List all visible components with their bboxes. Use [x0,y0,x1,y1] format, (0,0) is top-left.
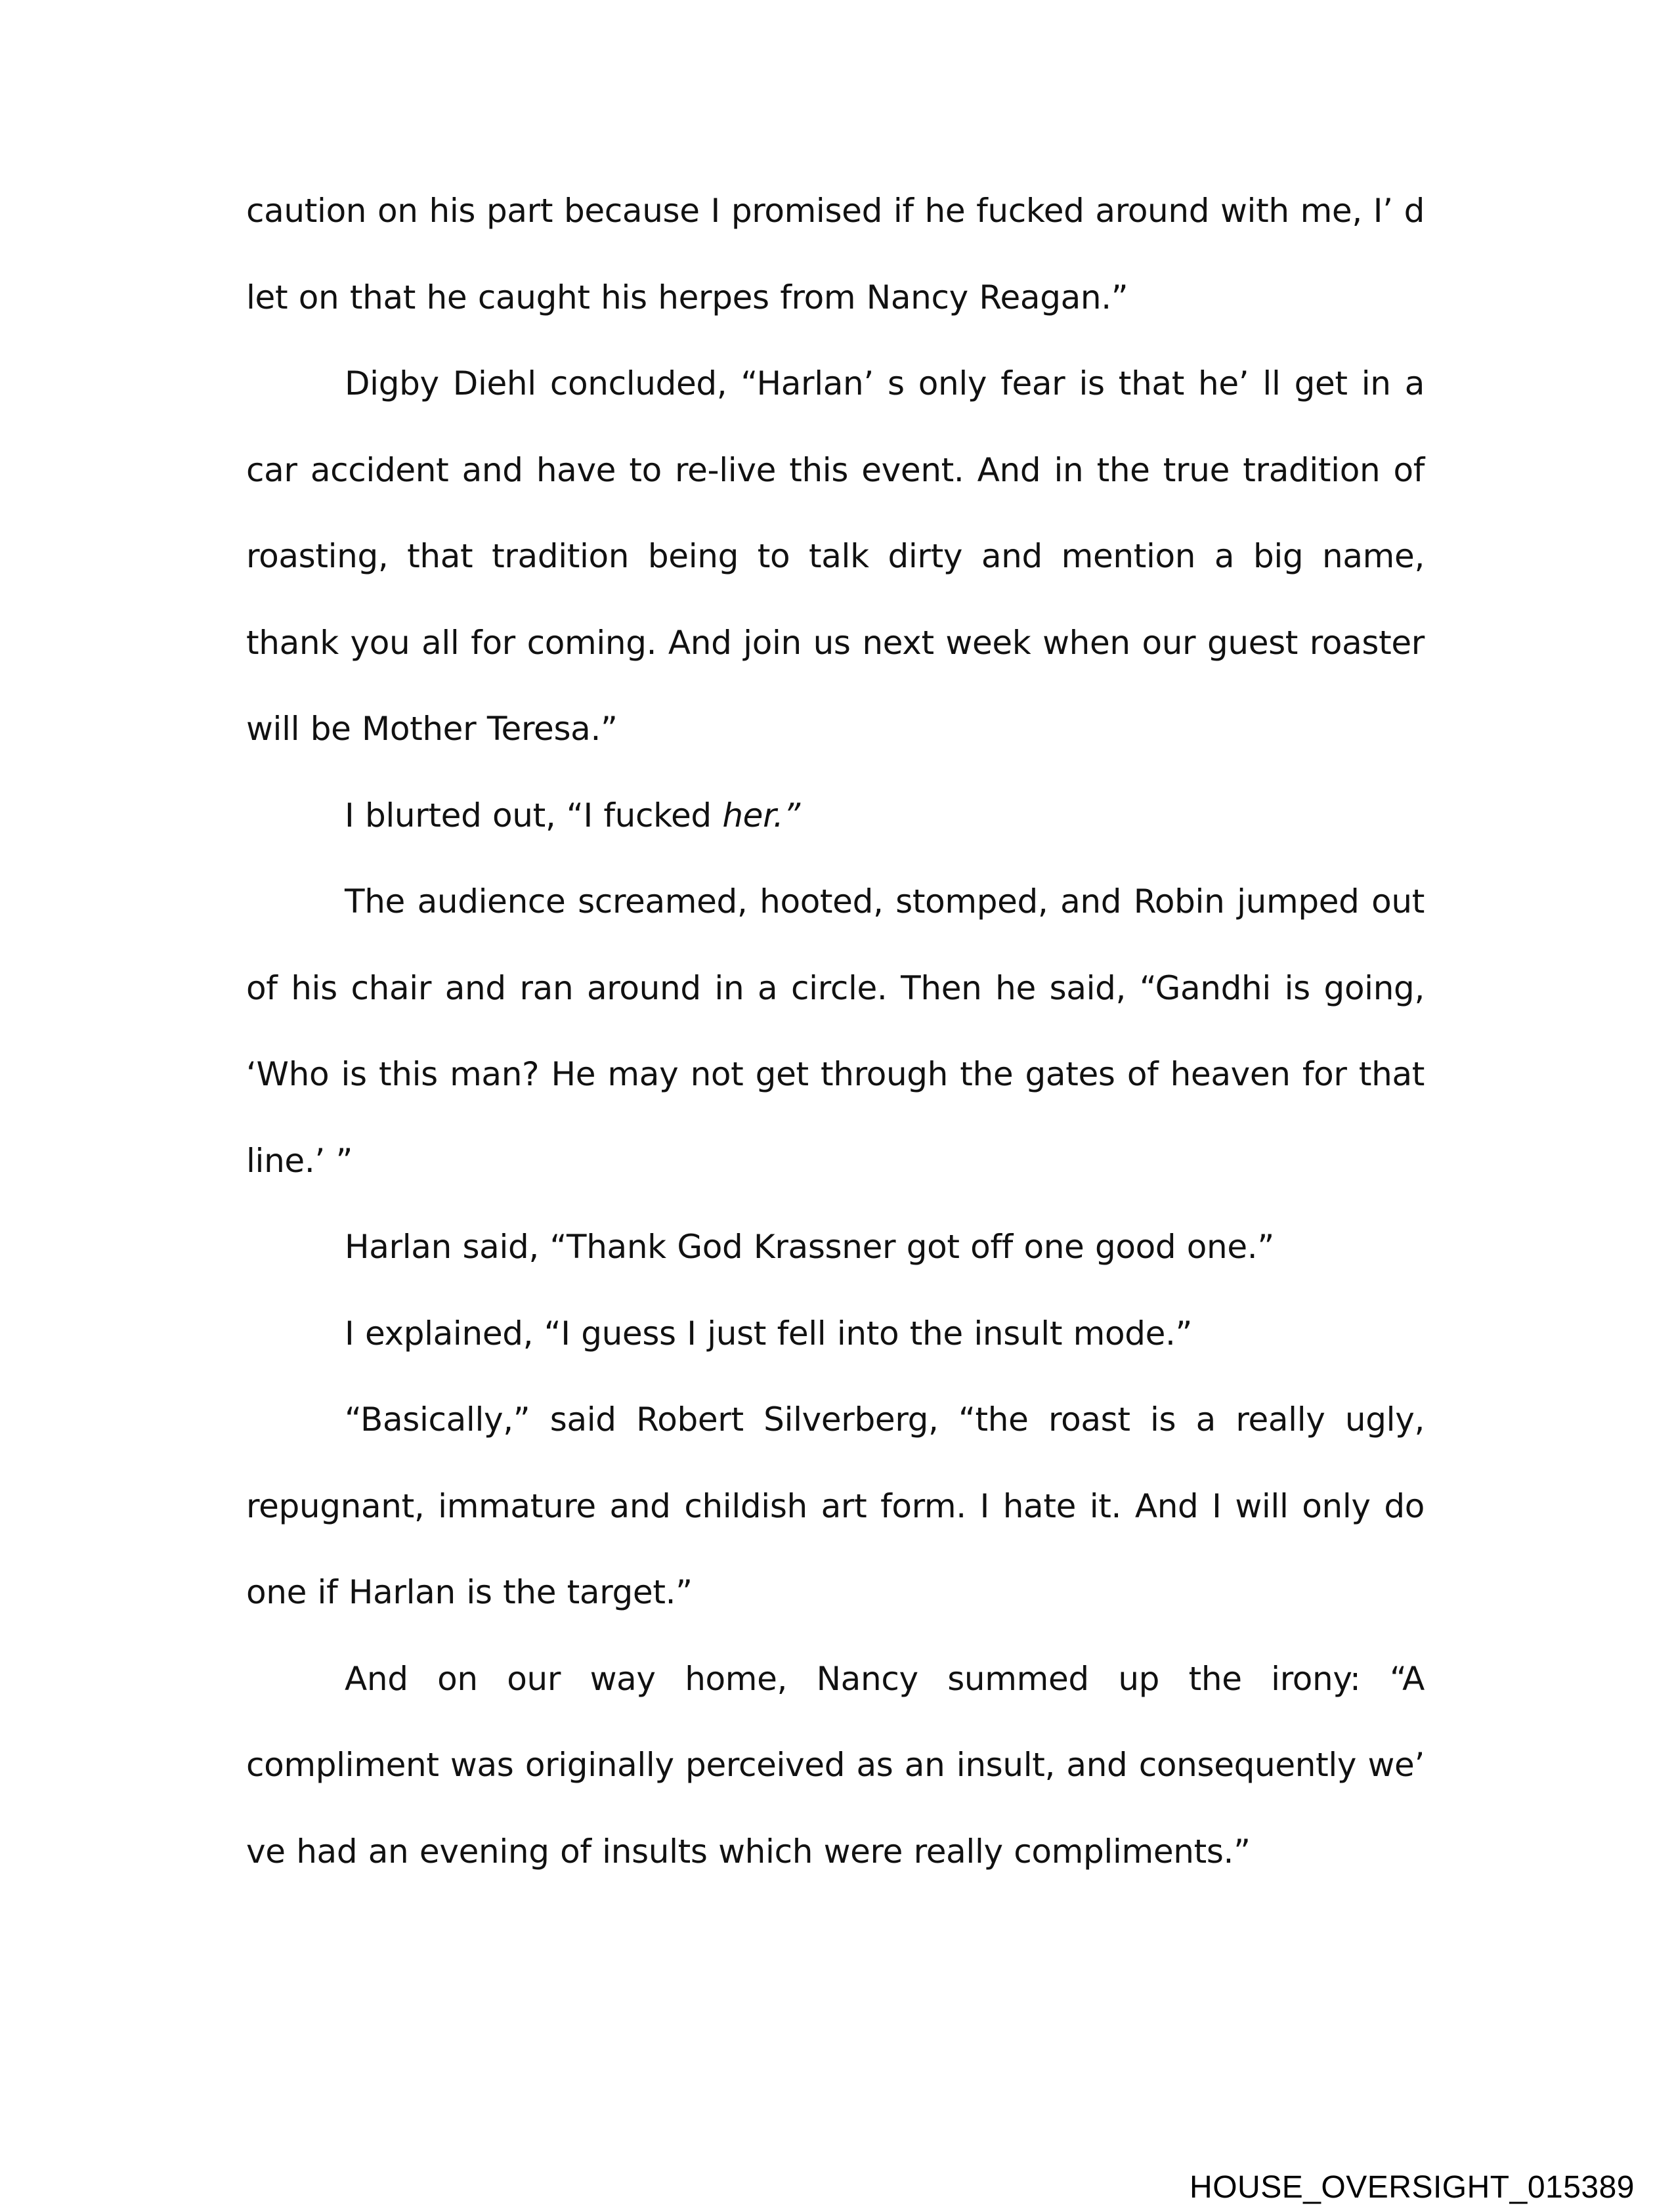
bates-number: HOUSE_OVERSIGHT_015389 [1190,2170,1635,2205]
paragraph-nancy-irony: And on our way home, Nancy summed up the irony: “A compliment was originally perceived as an insult, and consequently we’ ve had an evening of insults which were really compliments.” [246,1659,1425,1871]
paragraph-blurted-out [246,773,1425,859]
blurted-out-text: I blurted out, “I fucked [345,796,723,835]
blurted-out-italic: her.” [722,796,800,835]
paragraph-continuation: caution on his part because I promised if he fucked around with me, I’ d let on that he caught his herpes from Nancy Reagan.” [246,192,1425,316]
paragraph-audience-reaction: The audience screamed, hooted, stomped, and Robin jumped out of his chair and ran around in a circle. Then he said, “Gandhi is going, ‘Who is this man? He may not get through the gates of heaven for that line.’ ” [246,882,1425,1180]
paragraph-i-explained: I explained, “I guess I just fell into the insult mode.” [345,1314,1193,1353]
paragraph-digby-diehl: Digby Diehl concluded, “Harlan’ s only fear is that he’ ll get in a car accident and have to re-live this event. And in the true tradition of roasting, that tradition being to talk dirty and mention a big name, thank you all for coming. And join us next week when our guest roaster will be Mother Teresa.” [246,364,1425,748]
paragraph-silverberg: “Basically,” said Robert Silverberg, “the roast is a really ugly, repugnant, immature and childish art form. I hate it. And I will only do one if Harlan is the target.” [246,1400,1425,1611]
paragraph-harlan-said: Harlan said, “Thank God Krassner got off one good one.” [345,1228,1274,1266]
document-body [246,168,1425,1895]
